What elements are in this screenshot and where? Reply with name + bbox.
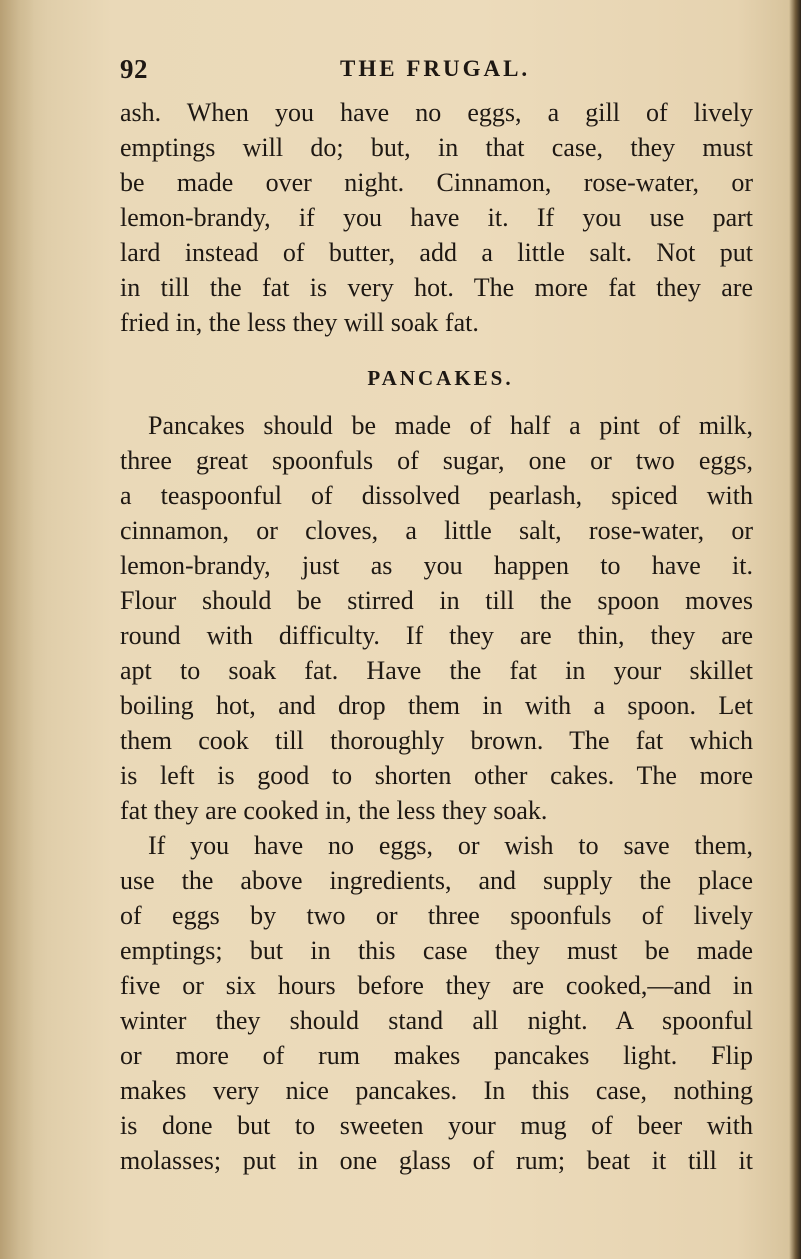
text-line: emptings will do; but, in that case, they must	[120, 133, 753, 162]
text-line: cinnamon, or cloves, a little salt, rose-water, or	[120, 516, 753, 545]
spacer	[120, 340, 753, 348]
running-head	[120, 54, 760, 88]
text-line: Flour should be stirred in till the spoon moves	[120, 586, 753, 615]
text-line: fat they are cooked in, the less they soak.	[120, 796, 548, 825]
text-line: If you have no eggs, or wish to save them,	[148, 831, 753, 860]
text-line: use the above ingredients, and supply the place	[120, 866, 753, 895]
paragraph-pancakes	[120, 408, 753, 828]
paragraph-no-eggs	[120, 828, 753, 1178]
text-line: a teaspoonful of dissolved pearlash, spiced with	[120, 481, 753, 510]
text-line: winter they should stand all night. A spoonful	[120, 1006, 753, 1035]
text-line: five or six hours before they are cooked,—and in	[120, 971, 753, 1000]
text-line: be made over night. Cinnamon, rose-water, or	[120, 168, 753, 197]
running-title: THE FRUGAL.	[340, 56, 531, 81]
text-line: ash. When you have no eggs, a gill of lively	[120, 98, 753, 127]
section-heading: PANCAKES.	[367, 366, 514, 390]
text-line: three great spoonfuls of sugar, one or two eggs,	[120, 446, 753, 475]
text-line: in till the fat is very hot. The more fat they are	[120, 273, 753, 302]
text-line: lard instead of butter, add a little salt. Not put	[120, 238, 753, 267]
text-line: round with difficulty. If they are thin, they are	[120, 621, 753, 650]
text-line: Pancakes should be made of half a pint of milk,	[148, 411, 753, 440]
text-line: boiling hot, and drop them in with a spoon. Let	[120, 691, 753, 720]
text-line: molasses; put in one glass of rum; beat it till it	[120, 1146, 753, 1175]
text-line: them cook till thoroughly brown. The fat which	[120, 726, 753, 755]
text-line: is done but to sweeten your mug of beer with	[120, 1111, 753, 1140]
text-line: lemon-brandy, if you have it. If you use part	[120, 203, 753, 232]
text-line: makes very nice pancakes. In this case, nothing	[120, 1076, 753, 1105]
text-line: is left is good to shorten other cakes. The more	[120, 761, 753, 790]
paragraph-continued	[120, 95, 753, 340]
text-line: lemon-brandy, just as you happen to have it.	[120, 551, 753, 580]
text-line: fried in, the less they will soak fat.	[120, 308, 479, 337]
body-text	[120, 95, 753, 1178]
page-number: 92	[120, 54, 148, 84]
text-line: of eggs by two or three spoonfuls of lively	[120, 901, 753, 930]
text-line: emptings; but in this case they must be made	[120, 936, 753, 965]
text-line: apt to soak fat. Have the fat in your skillet	[120, 656, 753, 685]
text-line: or more of rum makes pancakes light. Flip	[120, 1041, 753, 1070]
